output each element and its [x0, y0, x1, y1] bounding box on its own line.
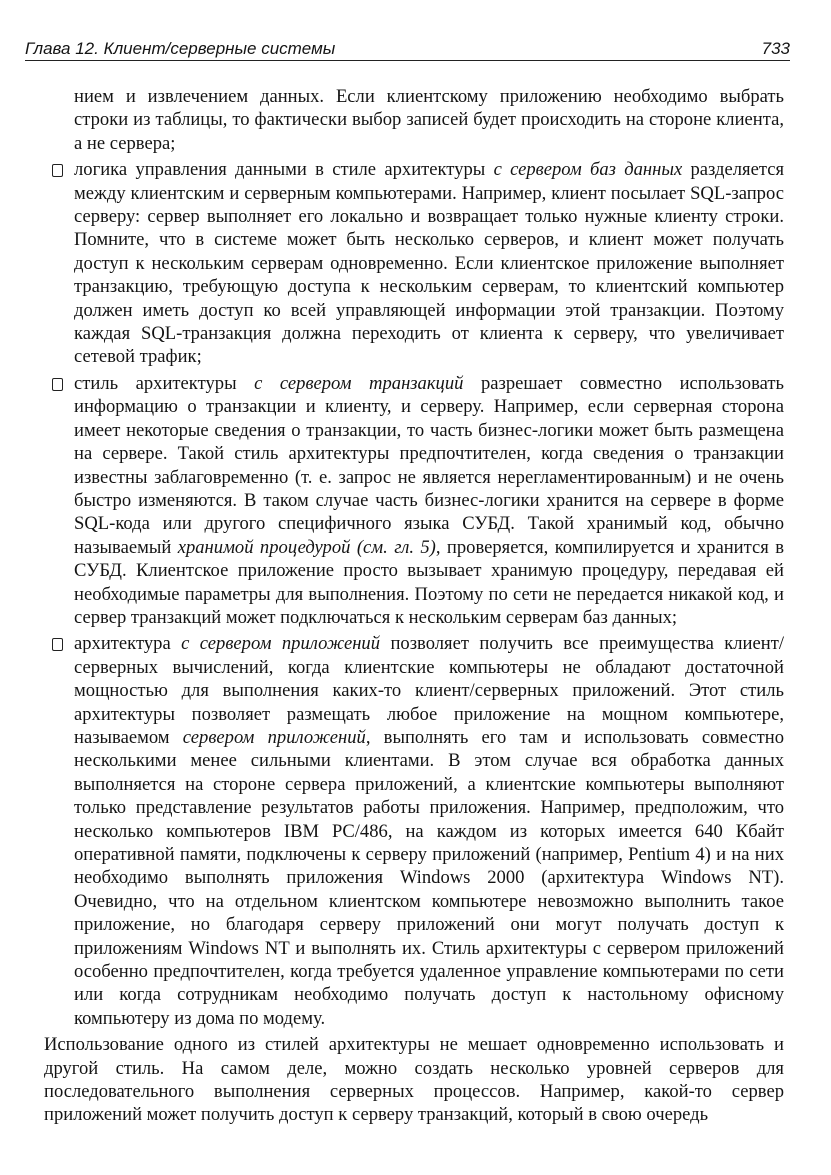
page-body: [44, 85, 784, 1127]
checkbox-bullet-icon: [52, 378, 63, 391]
bullet-item-transaction-server: стиль архитектуры с сервером транзакций разрешает совместно использовать информацию о транзакции и клиенту, и серверу. Например, если серверная сторона имеет некоторые сведения о транзакции, то часть бизнес-логики может быть размещена на сервере. Такой стиль архитектуры предпочтителен, когда сведения о транзакции известны заблаговременно (т. е. запрос не является нерегламентированным) и не очень быстро изменяются. В таком случае часть бизнес-логики хранится на сервере в форме SQL-кода или другого специфичного языка СУБД. Такой хранимый код, обычно называемый хранимой процедурой (см. гл. 5), проверяется, компилируется и хранится в СУБД. Клиентское приложение просто вызывает хранимую процедуру, передавая ей необходимые параметры для выполнения. Поэтому по сети не передается никакой код, и сервер транзакций может подключаться к нескольким серверам баз данных;: [44, 372, 784, 629]
term-stored-procedure: хранимой процедурой (см. гл. 5): [177, 536, 436, 558]
checkbox-bullet-icon: [52, 638, 63, 651]
intro-continuation: нием и извлечением данных. Если клиентскому приложению необходимо выбрать строки из таблицы, то фактически выбор записей будет происходить на стороне клиента, а не сервера;: [74, 86, 784, 154]
bullet-item-database-server: логика управления данными в стиле архитектуры с сервером баз данных разделяется между клиентским и серверным компьютерами. Например, клиент посылает SQL-запрос серверу: сервер выполняет его локально и возвращает только нужные клиенту строки. Помните, что в системе может быть несколько серверов, и клиент может получать доступ к нескольким серверам одновременно. Если клиентское приложение выполняет транзакцию, требующую доступа к нескольким серверам, то клиентский компьютер должен иметь доступ ко всей управляющей информации этой транзакции. Поэтому каждая SQL-транзакция должна переходить от клиента к серверу, что увеличивает сетевой трафик;: [44, 158, 784, 369]
chapter-title: Глава 12. Клиент/серверные системы: [25, 39, 336, 58]
page-number: 733: [761, 39, 790, 58]
term-database-server: с сервером баз данных: [493, 159, 683, 181]
running-header: [25, 38, 790, 61]
bullet-item-application-server: архитектура с сервером приложений позволяет получить все преимущества клиент/серверных вычислений, когда клиентские компьютеры не обладают достаточной мощностью для выполнения каких-то клиент/серверных приложений. Этот стиль архитектуры позволяет размещать любое приложение на мощном компьютере, называемом сервером приложений, выполнять его там и использовать совместно несколькими менее сильными клиентами. В этом случае вся обработка данных выполняется на стороне сервера приложений, а клиентские компьютеры выполняют только представление результатов работы приложения. Например, предположим, что несколько компьютеров IBM PC/486, на каждом из которых имеется 640 Кбайт оперативной памяти, подключены к серверу приложений (например, Pentium 4) и на них необходимо выполнять приложения Windows 2000 (архитектура Windows NT). Очевидно, что на отдельном клиентском компьютере невозможно выполнить такое приложение, но благодаря серверу приложений они могут получать доступ к приложениям Windows NT и выполнять их. Стиль архитектуры с сервером приложений особенно предпочтителен, когда требуется удаленное управление компьютерами по сети или когда сотрудникам необходимо получать доступ к настольному офисному компьютеру из дома по модему.: [44, 632, 784, 1030]
term-application-server: с сервером приложений: [181, 633, 381, 655]
closing-paragraph: Использование одного из стилей архитектуры не мешает одновременно использовать и другой стиль. На самом деле, можно создать несколько уровней серверов для последовательного выполнения серверных процессов. Например, какой-то сервер приложений может получить доступ к серверу транзакций, который в свою очередь: [44, 1034, 784, 1126]
checkbox-bullet-icon: [52, 164, 63, 177]
term-application-server-2: сервером приложений: [182, 726, 366, 748]
term-transaction-server: с сервером транзакций: [254, 372, 464, 394]
